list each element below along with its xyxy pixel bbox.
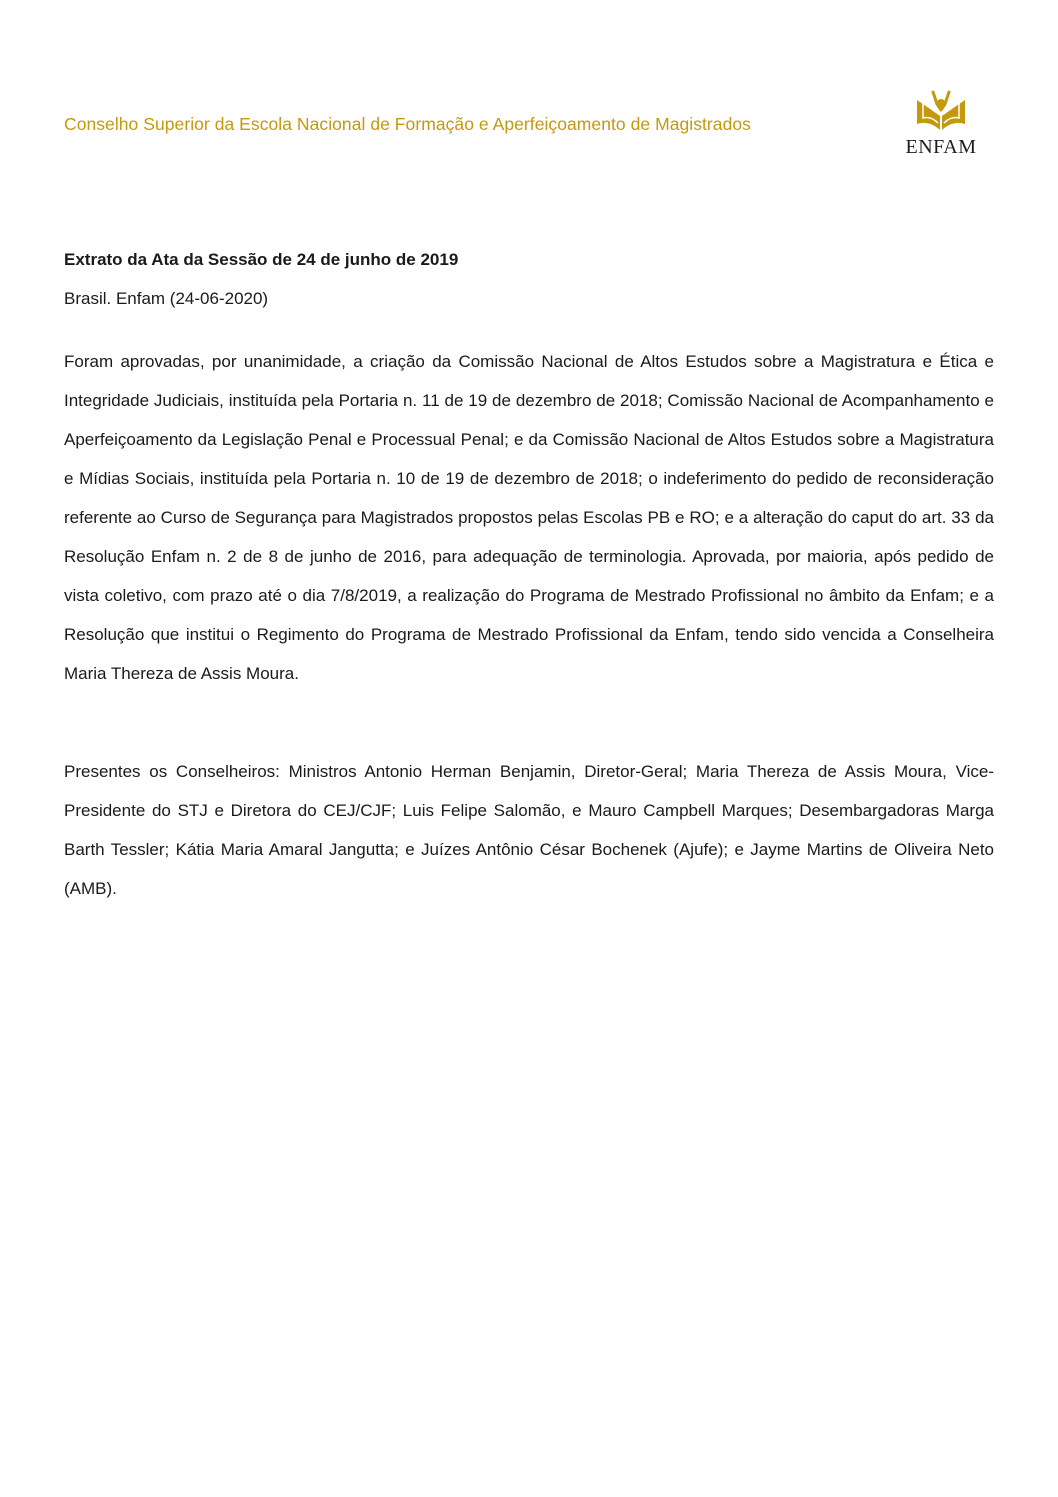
- document-title: Extrato da Ata da Sessão de 24 de junho de 2019: [64, 250, 459, 269]
- enfam-logo: [896, 90, 986, 162]
- body-paragraph-decisions: Foram aprovadas, por unanimidade, a criação da Comissão Nacional de Altos Estudos sobre a Magistratura e Ética e Integridade Judiciais, instituída pela Portaria n. 11 de 19 de dezembro de 2018; Comissão Nacional de Acompanhamento e Aperfeiçoamento da Legislação Penal e Processual Penal; e da Comissão Nacional de Altos Estudos sobre a Magistratura e Mídias Sociais, instituída pela Portaria n. 10 de 19 de dezembro de 2018; o indeferimento do pedido de reconsideração referente ao Curso de Segurança para Magistrados propostos pelas Escolas PB e RO; e a alteração do caput do art. 33 da Resolução Enfam n. 2 de 8 de junho de 2016, para adequação de terminologia. Aprovada, por maioria, após pedido de vista coletivo, com prazo até o dia 7/8/2019, a realização do Programa de Mestrado Profissional no âmbito da Enfam; e a Resolução que institui o Regimento do Programa de Mestrado Profissional da Enfam, tendo sido vencida a Conselheira Maria Thereza de Assis Moura.: [64, 352, 994, 683]
- institution-header: Conselho Superior da Escola Nacional de Formação e Aperfeiçoamento de Magistrados: [64, 114, 751, 134]
- body-paragraph-attendees: Presentes os Conselheiros: Ministros Antonio Herman Benjamin, Diretor-Geral; Maria Thereza de Assis Moura, Vice-Presidente do STJ e Diretora do CEJ/CJF; Luis Felipe Salomão, e Mauro Campbell Marques; Desembargadoras Marga Barth Tessler; Kátia Maria Amaral Jangutta; e Juízes Antônio César Bochenek (Ajufe); e Jayme Martins de Oliveira Neto (AMB).: [64, 762, 994, 898]
- book-with-figure-icon: [913, 90, 969, 136]
- logo-wordmark: ENFAM: [905, 136, 977, 158]
- document-source: Brasil. Enfam (24-06-2020): [64, 289, 269, 308]
